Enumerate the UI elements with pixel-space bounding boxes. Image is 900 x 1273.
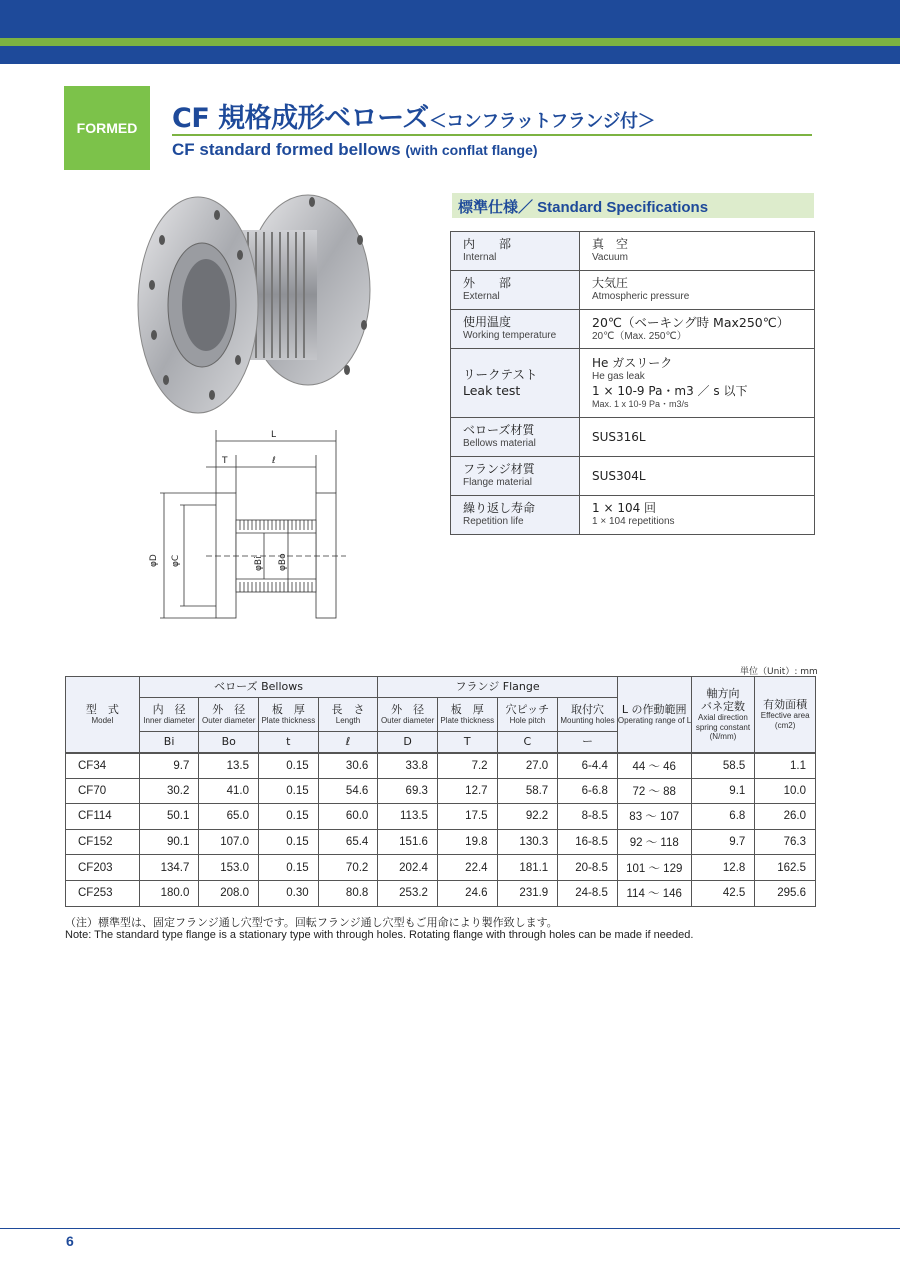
col-header-t-en: Plate thickness	[261, 716, 316, 726]
cell-mh: 6-4.4	[558, 753, 618, 779]
spec-label-en: Leak test	[463, 383, 521, 398]
cell-c: 231.9	[497, 880, 558, 906]
spec-row	[451, 232, 815, 271]
spec-row	[451, 418, 815, 457]
page-number: 6	[66, 1233, 74, 1249]
cell-model: CF203	[66, 855, 140, 881]
spec-row	[451, 496, 815, 535]
cell-range: 92 ～ 118	[617, 829, 691, 855]
cell-model: CF114	[66, 804, 140, 830]
col-sym-t: t	[259, 732, 319, 753]
col-header-model-en: Model	[91, 716, 114, 726]
cell-bo: 41.0	[199, 778, 259, 804]
cell-bo: 107.0	[199, 829, 259, 855]
table-row	[66, 855, 816, 881]
spec-row	[451, 349, 815, 418]
table-row	[66, 753, 816, 779]
spec-value-en: He gas leak	[592, 371, 645, 383]
col-sym-bi: Bi	[139, 732, 199, 753]
spec-label-en: External	[463, 291, 500, 303]
header-band-top	[0, 0, 900, 38]
cell-len: 70.2	[318, 855, 378, 881]
cell-spring: 58.5	[691, 753, 755, 779]
col-header-mh-en: Mounting holes	[560, 716, 615, 726]
cell-area: 76.3	[755, 829, 816, 855]
table-body	[66, 753, 816, 907]
cell-ft: 12.7	[437, 778, 497, 804]
cell-spring: 42.5	[691, 880, 755, 906]
formed-badge: FORMED	[64, 86, 150, 170]
cell-d: 33.8	[378, 753, 438, 779]
spec-label-jp: フランジ材質	[463, 462, 535, 477]
col-header-c	[497, 698, 558, 732]
cell-t: 0.15	[259, 778, 319, 804]
cell-t: 0.15	[259, 753, 319, 779]
cell-area: 162.5	[755, 855, 816, 881]
dim-label-C: φC	[171, 554, 181, 567]
cell-bo: 153.0	[199, 855, 259, 881]
cell-ft: 17.5	[437, 804, 497, 830]
cell-mh: 24-8.5	[558, 880, 618, 906]
col-header-range	[617, 677, 691, 753]
title-jp-main: CF 規格成形ベローズ	[172, 103, 429, 134]
cell-bo: 208.0	[199, 880, 259, 906]
spec-label-jp: 外 部	[463, 276, 512, 291]
title-en-sub: (with conflat flange)	[405, 142, 538, 158]
note-jp: （注）標準型は、固定フランジ通し穴型です。回転フランジ通し穴型もご用命により製作致します。	[65, 916, 558, 929]
col-header-d-en: Outer diameter	[380, 716, 435, 726]
header-band-green	[0, 38, 900, 46]
col-header-area-en: Effective area	[760, 711, 810, 721]
cell-d: 69.3	[378, 778, 438, 804]
spec-value	[580, 457, 815, 496]
page-title-jp	[172, 96, 655, 135]
col-sym-bo: Bo	[199, 732, 259, 753]
group-header-flange: フランジ Flange	[378, 677, 618, 698]
col-header-model-jp: 型 式	[85, 702, 119, 716]
spec-label-jp: 使用温度	[463, 315, 512, 330]
dimension-diagram	[140, 425, 360, 635]
col-header-length-jp: 長 さ	[331, 703, 365, 717]
cell-t: 0.15	[259, 855, 319, 881]
cell-bi: 90.1	[139, 829, 199, 855]
cell-model: CF70	[66, 778, 140, 804]
cell-area: 295.6	[755, 880, 816, 906]
cell-area: 1.1	[755, 753, 816, 779]
col-header-mh	[558, 698, 618, 732]
spec-value	[580, 232, 815, 271]
cell-len: 30.6	[318, 753, 378, 779]
table-row	[66, 829, 816, 855]
col-header-t-jp: 板 厚	[271, 703, 305, 717]
cell-ft: 24.6	[437, 880, 497, 906]
cell-spring: 12.8	[691, 855, 755, 881]
cell-mh: 20-8.5	[558, 855, 618, 881]
cell-ft: 19.8	[437, 829, 497, 855]
dim-label-L: L	[271, 430, 277, 440]
cell-model: CF34	[66, 753, 140, 779]
cell-range: 83 ～ 107	[617, 804, 691, 830]
cell-mh: 8-8.5	[558, 804, 618, 830]
cell-bi: 50.1	[139, 804, 199, 830]
cell-t: 0.30	[259, 880, 319, 906]
col-header-ft	[437, 698, 497, 732]
cell-t: 0.15	[259, 804, 319, 830]
cell-d: 202.4	[378, 855, 438, 881]
cell-ft: 22.4	[437, 855, 497, 881]
col-header-d	[378, 698, 438, 732]
spec-heading: 標準仕様／ Standard Specifications	[452, 193, 814, 218]
spec-value-jp: He ガスリーク	[592, 356, 673, 371]
title-divider	[172, 134, 812, 136]
spec-value	[580, 418, 815, 457]
spec-label-jp: リークテスト	[463, 367, 538, 383]
col-header-range-jp: L の作動範囲	[621, 702, 687, 716]
page-title-en	[172, 140, 538, 160]
spec-value-jp: 20℃（ベーキング時 Max250℃）	[592, 314, 790, 330]
cell-spring: 9.1	[691, 778, 755, 804]
col-header-ft-jp: 板 厚	[450, 703, 484, 717]
spec-label-en: Bellows material	[463, 438, 536, 450]
spec-label-en: Flange material	[463, 477, 532, 489]
col-header-bi-en: Inner diameter	[143, 716, 195, 726]
col-header-spring-en2: spring constant	[695, 722, 751, 732]
bellows-product-photo	[132, 180, 382, 430]
col-header-bo-jp: 外 径	[212, 703, 246, 717]
col-header-model	[66, 677, 140, 753]
cell-c: 130.3	[497, 829, 558, 855]
spec-label	[451, 349, 580, 418]
spec-value-en: Atmospheric pressure	[592, 291, 690, 303]
spec-label-jp: 繰り返し寿命	[463, 501, 536, 516]
spec-label-en: Repetition life	[463, 516, 524, 528]
table-row	[66, 804, 816, 830]
cell-bo: 65.0	[199, 804, 259, 830]
spec-value-jp: SUS316L	[592, 429, 646, 444]
table-row	[66, 880, 816, 906]
cell-c: 58.7	[497, 778, 558, 804]
title-jp-sub: ＜コンフラットフランジ付＞	[428, 111, 655, 132]
dim-label-Bi: φBi	[254, 556, 264, 571]
col-header-ft-en: Plate thickness	[440, 716, 495, 726]
col-header-c-en: Hole pitch	[509, 716, 546, 726]
header-band-bottom	[0, 46, 900, 64]
col-header-bi	[139, 698, 199, 732]
spec-value	[580, 349, 815, 418]
cell-d: 113.5	[378, 804, 438, 830]
cell-d: 253.2	[378, 880, 438, 906]
cell-bi: 134.7	[139, 855, 199, 881]
cell-spring: 9.7	[691, 829, 755, 855]
group-header-bellows: ベローズ Bellows	[139, 677, 378, 698]
col-header-spring-jp1: 軸方向	[706, 686, 740, 700]
spec-value-en-2: Max. 1 x 10-9 Pa・m3/s	[592, 398, 689, 409]
col-sym-length: ℓ	[318, 732, 378, 753]
cell-len: 60.0	[318, 804, 378, 830]
cell-bo: 13.5	[199, 753, 259, 779]
cell-area: 26.0	[755, 804, 816, 830]
col-header-spring-jp2: バネ定数	[700, 699, 745, 713]
dim-label-D: φD	[149, 554, 159, 567]
col-header-spring-unit: (N/mm)	[709, 732, 737, 742]
spec-value-jp-2: 1 × 10-9 Pa・m3 ／ s 以下	[592, 383, 748, 398]
footer-rule	[0, 1228, 900, 1229]
col-sym-ft: T	[437, 732, 497, 753]
cell-mh: 6-6.8	[558, 778, 618, 804]
spec-table	[450, 231, 815, 535]
dim-label-l: ℓ	[272, 456, 276, 466]
spec-value-en: 20℃（Max. 250℃）	[592, 330, 687, 342]
dim-label-Bo: φBo	[278, 553, 288, 571]
spec-label-jp: ベローズ材質	[463, 423, 535, 438]
cell-range: 101 ～ 129	[617, 855, 691, 881]
cell-c: 92.2	[497, 804, 558, 830]
spec-label	[451, 271, 580, 310]
cell-range: 114 ～ 146	[617, 880, 691, 906]
spec-row	[451, 271, 815, 310]
col-header-d-jp: 外 径	[391, 703, 425, 717]
unit-label: 単位（Unit）: mm	[740, 667, 818, 677]
cell-c: 181.1	[497, 855, 558, 881]
cell-area: 10.0	[755, 778, 816, 804]
col-header-area-unit: (cm2)	[774, 720, 796, 730]
cell-range: 72 ～ 88	[617, 778, 691, 804]
dim-label-T: T	[222, 456, 228, 466]
spec-label	[451, 496, 580, 535]
col-sym-mh: ー	[558, 732, 618, 753]
spec-label	[451, 232, 580, 271]
col-header-length-en: Length	[335, 716, 361, 726]
spec-label-en: Working temperature	[463, 330, 557, 342]
spec-value-en: 1 × 104 repetitions	[592, 516, 675, 528]
col-header-length	[318, 698, 378, 732]
spec-value-jp: 1 × 104 回	[592, 501, 657, 516]
cell-len: 65.4	[318, 829, 378, 855]
col-header-area-jp: 有効面積	[763, 698, 808, 712]
spec-label	[451, 418, 580, 457]
cell-len: 54.6	[318, 778, 378, 804]
cell-d: 151.6	[378, 829, 438, 855]
cell-spring: 6.8	[691, 804, 755, 830]
spec-row	[451, 310, 815, 349]
cell-model: CF152	[66, 829, 140, 855]
spec-value-jp: SUS304L	[592, 468, 646, 483]
spec-value	[580, 496, 815, 535]
spec-label	[451, 457, 580, 496]
col-header-spring	[691, 677, 755, 753]
title-en-main: CF standard formed bellows	[172, 140, 401, 159]
col-header-area	[755, 677, 816, 753]
spec-label-jp: 内 部	[463, 237, 512, 252]
spec-value	[580, 271, 815, 310]
col-header-range-en: Operating range of L	[617, 716, 692, 726]
cell-ft: 7.2	[437, 753, 497, 779]
cell-len: 80.8	[318, 880, 378, 906]
spec-value-jp: 真 空	[592, 237, 629, 252]
col-header-bo	[199, 698, 259, 732]
spec-value	[580, 310, 815, 349]
spec-label	[451, 310, 580, 349]
cell-bi: 180.0	[139, 880, 199, 906]
spec-label-en: Internal	[463, 252, 497, 264]
spec-row	[451, 457, 815, 496]
note-en: Note: The standard type flange is a stationary type with through holes. Rotating flange with through holes can be made if needed.	[65, 929, 694, 941]
cell-range: 44 ～ 46	[617, 753, 691, 779]
dimensions-table	[65, 676, 816, 907]
cell-mh: 16-8.5	[558, 829, 618, 855]
cell-t: 0.15	[259, 829, 319, 855]
col-header-mh-jp: 取付穴	[571, 703, 605, 717]
cell-bi: 9.7	[139, 753, 199, 779]
col-header-bo-en: Outer diameter	[202, 716, 256, 726]
cell-c: 27.0	[497, 753, 558, 779]
cell-bi: 30.2	[139, 778, 199, 804]
spec-value-en: Vacuum	[592, 252, 628, 264]
col-header-t	[259, 698, 319, 732]
table-row	[66, 778, 816, 804]
col-header-bi-jp: 内 径	[152, 703, 186, 717]
col-sym-d: D	[378, 732, 438, 753]
col-header-c-jp: 穴ピッチ	[505, 703, 550, 717]
col-sym-c: C	[497, 732, 558, 753]
col-header-spring-en1: Axial direction	[698, 713, 748, 723]
cell-model: CF253	[66, 880, 140, 906]
spec-value-jp: 大気圧	[592, 276, 629, 291]
